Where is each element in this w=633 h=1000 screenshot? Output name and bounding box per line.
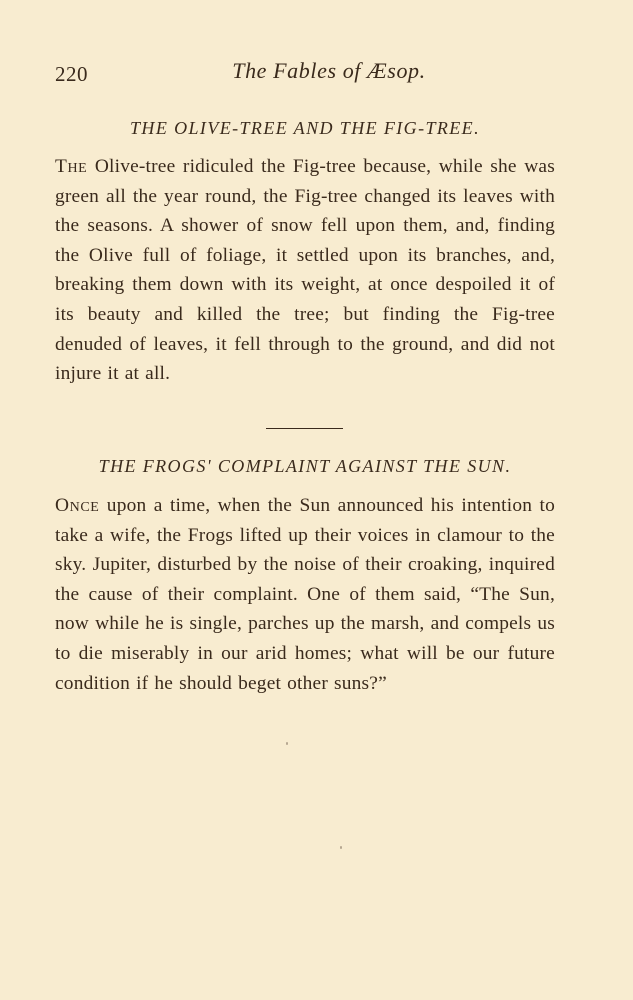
paper-speck bbox=[340, 846, 342, 849]
fable-text-frogs-sun bbox=[55, 491, 555, 698]
fable-title-olive-fig: THE OLIVE-TREE AND THE FIG-TREE. bbox=[130, 118, 480, 138]
paper-speck bbox=[286, 742, 288, 745]
book-title: The Fables of Æsop. bbox=[232, 58, 426, 83]
fable-lead-word: The bbox=[55, 156, 88, 177]
running-head bbox=[55, 58, 555, 88]
section-divider bbox=[266, 428, 343, 429]
fable-title-frogs-sun: THE FROGS' COMPLAINT AGAINST THE SUN. bbox=[98, 456, 512, 476]
fable-text-olive-fig bbox=[55, 152, 555, 389]
page-number: 220 bbox=[55, 62, 88, 86]
fable-body: upon a time, when the Sun announced his intention to take a wife, the Frogs lifted up their voices in clamour to the sky. Jupiter, disturbed by the noise of their croaking, inquired the cause of their complaint. One of them said, “The Sun, now while he is single, parches up the marsh, and compels us to die miserably in our arid homes; what will be our future condition if he should beget other suns?” bbox=[55, 495, 555, 694]
fable-body: Olive-tree ridiculed the Fig-tree because, while she was green all the year round, the Fig-tree changed its leaves with the seasons. A shower of snow fell upon them, and, finding the Olive full of foliage, it settled upon its branches, and, breaking them down with its weight, at once despoiled it of its beauty and killed the tree; but finding the Fig-tree denuded of leaves, it fell through to the ground, and did not injure it at all. bbox=[55, 156, 555, 385]
fable-lead-word: Once bbox=[55, 495, 100, 516]
